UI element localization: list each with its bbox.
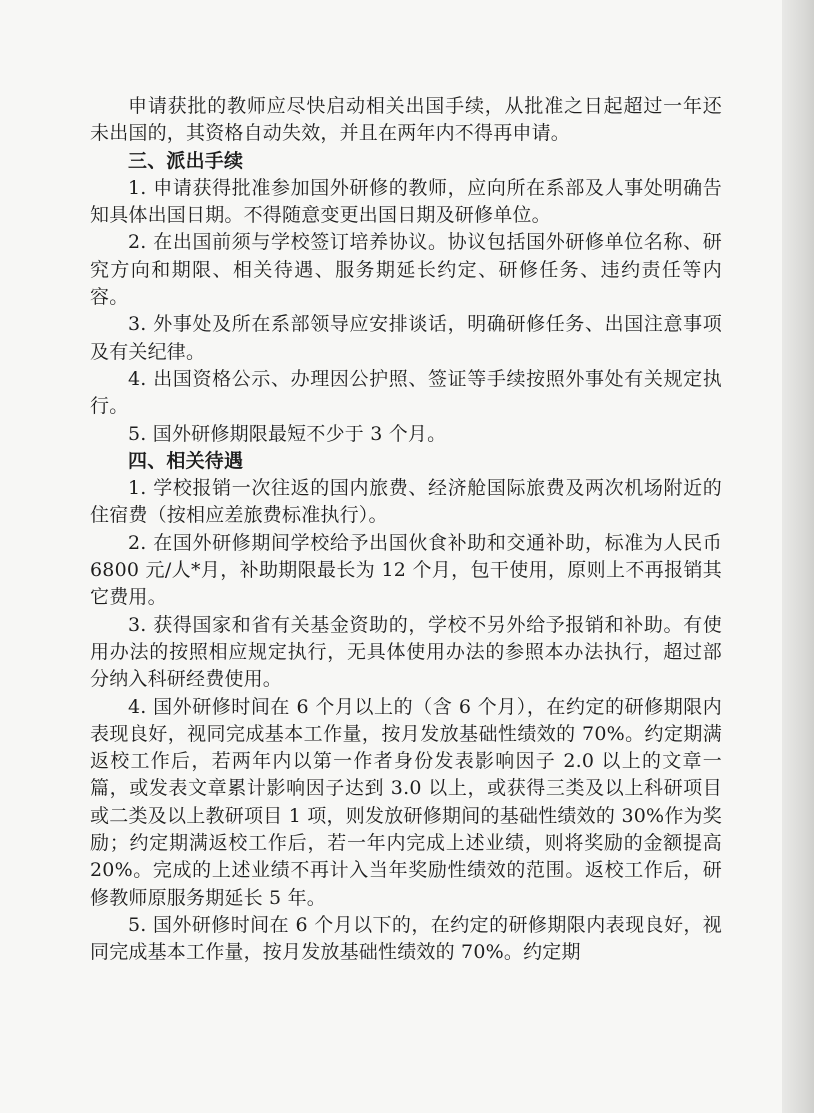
section-heading-benefits: 四、相关待遇 (128, 449, 244, 472)
intro-paragraph: 申请获批的教师应尽快启动相关出国手续，从批准之日起超过一年还未出国的，其资格自动失效，并且在两年内不得再申请。 (90, 95, 722, 145)
page-edge-shadow (782, 0, 814, 1113)
dispatch-item-5: 5. 国外研修期限最短不少于 3 个月。 (128, 422, 447, 445)
benefits-item-2: 2. 在国外研修期间学校给予出国伙食补助和交通补助，标准为人民币 6800 元/人*月，补助期限最长为 12 个月，包干使用，原则上不再报销其它费用。 (90, 531, 722, 609)
benefits-item-3: 3. 获得国家和省有关基金资助的，学校不另外给予报销和补助。有使用办法的按照相应规定执行，无具体使用办法的参照本办法执行，超过部分纳入科研经费使用。 (90, 613, 722, 691)
dispatch-item-4: 4. 出国资格公示、办理因公护照、签证等手续按照外事处有关规定执行。 (90, 367, 722, 418)
dispatch-item-2: 2. 在出国前须与学校签订培养协议。协议包括国外研修单位名称、研究方向和期限、相关待遇、服务期延长约定、研修任务、违约责任等内容。 (90, 231, 722, 309)
section-heading-dispatch: 三、派出手续 (128, 149, 244, 172)
benefits-item-4: 4. 国外研修时间在 6 个月以上的（含 6 个月），在约定的研修期限内表现良好，视同完成基本工作量，按月发放基础性绩效的 70%。约定期满返校工作后，若两年内以第一作者身份发表影响因子 2.0 以上的文章一篇，或发表文章累计影响因子达到 3.0 以上，或获得三类及以上科研项目或二类及以上教研项目 1 项，则发放研修期间的基础性绩效的 30%作为奖励；约定期满返校工作后，若一年内完成上述业绩，则将奖励的金额提高 20%。完成的上述业绩不再计入当年奖励性绩效的范围。返校工作后，研修教师原服务期延长 5 年。 (90, 695, 722, 909)
dispatch-item-1: 1. 申请获得批准参加国外研修的教师，应向所在系部及人事处明确告知具体出国日期。不得随意变更出国日期及研修单位。 (90, 176, 722, 227)
dispatch-item-3: 3. 外事处及所在系部领导应安排谈话，明确研修任务、出国注意事项及有关纪律。 (90, 313, 722, 363)
document-body (90, 93, 722, 967)
benefits-item-5: 5. 国外研修时间在 6 个月以下的，在约定的研修期限内表现良好，视同完成基本工作量，按月发放基础性绩效的 70%。约定期 (90, 913, 722, 964)
benefits-item-1: 1. 学校报销一次往返的国内旅费、经济舱国际旅费及两次机场附近的住宿费（按相应差旅费标准执行）。 (90, 477, 722, 527)
